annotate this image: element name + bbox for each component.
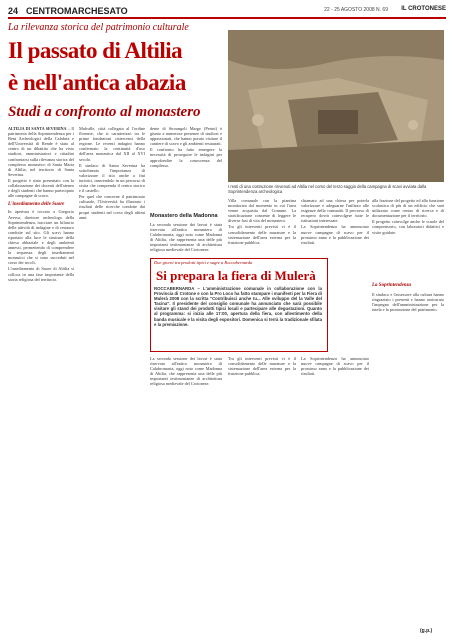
paragraph: L'insediamento di Suore di Altilia si colloca in una fase importante della storia religiosa del territorio. xyxy=(8,266,74,282)
paragraph: alla frazione del progetto ed alla funzione scolastica di più di un edificio che sarà utilizzato come centro di ricerca e di documentazione per il territorio. xyxy=(372,198,444,219)
issue-date: 22 - 25 AGOSTO 2008 N. 69 xyxy=(324,7,388,13)
paragraph: Tra gli interventi previsti vi è il consolidamento delle murature e la sistemazione dell'area esterna per la fruizione pubblica. xyxy=(228,224,296,245)
box-title: Si prepara la fiera di Mulerà xyxy=(156,268,316,283)
paragraph: La Soprintendenza ha annunciato nuove campagne di scavo per il prossimo anno e la pubblicazione dei risultati. xyxy=(301,356,369,377)
newspaper-name: IL CROTONESE xyxy=(401,6,446,12)
article-subtitle: Studi a confronto al monastero xyxy=(8,104,201,120)
section-title: CENTROMARCHESATO xyxy=(26,6,128,16)
article-column-3c xyxy=(150,356,222,632)
paragraph: La seconda sessione dei lavori è stata riservata all'antico monastero di Calabromaria, oggi noto come Madonna di Altilia, che rappresenta una delle più importanti testimonianze di architettura religiosa medievale del Crotonese. xyxy=(150,356,222,387)
article-column-6 xyxy=(372,198,444,280)
paragraph: Il progetto è stato presentato con la collaborazione dei docenti dell'ateneo e degli studenti che hanno partecipato alle campagne di scavo. xyxy=(8,177,74,199)
paragraph: In apertura è toccato a Gregorio Aversa, direttore archeologo della Soprintendenza, tracciare un bilancio delle attività di indagine e di restauro condotte sul sito. Gli scavi hanno riportato alla luce le strutture della chiesa abbaziale e degli ambienti annessi, permettendo di comprendere la sequenza degli insediamenti monastici che si sono succeduti nel corso dei secoli. xyxy=(8,209,74,266)
paragraph: – Il patrimonio della Soprintendenza per i Beni Archeologici della Calabria e dell'Università di Rende è stato al centro di un dibattito che ha visto studiosi, amministratori e cittadini confrontarsi sulla rilevanza storica del complesso monastico di Santa Maria di Altilia, nel territorio di Santa Severina. xyxy=(8,126,74,177)
section-subheading: La Soprintendenza xyxy=(372,283,412,288)
article-column-2 xyxy=(79,126,145,632)
article-signature: (g.p.) xyxy=(420,628,433,634)
article-column-4b xyxy=(228,356,296,632)
headline-line-2: è nell'antica abazia xyxy=(8,70,186,95)
article-column-1 xyxy=(8,126,74,632)
box-kicker: Due giorni tra prodotti tipici e sagre a Roccabernarda xyxy=(154,260,253,265)
article-column-3b xyxy=(150,222,222,256)
paragraph: La Soprintendenza ha annunciato nuove campagne di scavo per il prossimo anno e la pubblicazione dei risultati. xyxy=(301,224,369,245)
paragraph: chiamato ad una chiesa per poterla valorizzare e adeguarne l'utilizzo alle esigenze della comunità. Il percorso di recupero dovrà coinvolgere tutte le istituzioni interessate. xyxy=(301,198,369,224)
article-column-4 xyxy=(228,198,296,256)
section-subheading: L'insediamento delle Suore xyxy=(8,202,65,208)
byline: ALTILIA DI SANTA SEVERINA xyxy=(8,126,67,131)
paragraph: Il confronto ha fatto emergere la necessità di proseguire le indagini per approfondire la conoscenza del complesso. xyxy=(150,147,222,168)
header-rule xyxy=(8,17,446,19)
article-column-3 xyxy=(150,126,222,210)
paragraph: La seconda sessione dei lavori è stata riservata all'antico monastero di Calabromaria, oggi noto come Madonna di Altilia, che rappresenta una delle più importanti testimonianze di architettura religiosa medievale del Crotonese. xyxy=(150,222,222,253)
paragraph: Il progetto coinvolge anche le scuole del comprensorio, con laboratori didattici e visite guidate. xyxy=(372,219,444,235)
paragraph: Per quel che concerne il patrimonio culturale, l'Università ha illustrato i risultati delle ricerche condotte dai propri studenti nel corso degli ultimi anni. xyxy=(79,194,145,220)
excavation-photo xyxy=(228,30,444,182)
article-column-6b xyxy=(372,292,444,626)
paragraph: Tra gli interventi previsti vi è il consolidamento delle murature e la sistemazione dell'area esterna per la fruizione pubblica. xyxy=(228,356,296,377)
paragraph: Il sindaco di Santa Severina ha sottolineato l'importanza di valorizzare il sito anche a fini turistici, inserendolo in un percorso di visita che comprenda il centro storico e il castello. xyxy=(79,162,145,194)
article-column-5 xyxy=(301,198,369,256)
excavation-photo-illustration xyxy=(228,30,444,182)
paragraph: Villa comunale con la piantina monitorata dal momento in cui l'area venne acquisita dal Comune. La stratificazione consente di leggere le diverse fasi di vita del monastero. xyxy=(228,198,296,224)
paragraph: Il sindaco e l'assessore alla cultura hanno ringraziato i presenti e hanno assicurato l'impegno dell'amministrazione per la tutela e la promozione del patrimonio. xyxy=(372,292,444,313)
article-kicker: La rilevanza storica del patrimonio culturale xyxy=(8,22,189,33)
box-body: ROCCABERNARDA – L'amministrazione comunale in collaborazione con la Provincia di Crotone e con la Pro Loco ha fatto stampare i manifesti per la Fiera di Mulerà 2008 con la scritta "Contribuisci anche tu... Alle sviluppo del la Valle del Tacina". Il presidente del consiglio comunale ha annunciato che sarà possibile visitare gli stand dei prodotti tipici locali e partecipare alle degustazioni. Quanto al programma: si inizia alle 17:00, apertura della fiera, con allestimento della banda musicale e la visita degli espositori. Domenica si terrà la tradizionale sfilata e la premiazione. xyxy=(154,286,322,327)
article-column-5b xyxy=(301,356,369,632)
paragraph: Malvalle, città collegata al l'ordine florense, che si caratterizzò tra le prime fondazioni cistercensi della regione. Le recenti indagini hanno confermato la continuità d'uso dell'area monastica dal XII al XVI secolo. xyxy=(79,126,145,162)
page-number: 24 xyxy=(8,6,19,16)
photo-caption: I resti di una costruzione rinvenuti ad Altilia nel corso del terzo saggio della campagna di scavi avviata dalla Soprintendenza archeologica xyxy=(228,184,427,194)
section-subheading: Monastero della Madonna xyxy=(150,213,218,219)
paragraph: dente di Stroangoli Marge (Perini) è giunto a numerose presenze di studiosi e appassionati, che hanno potuto visitare il cantiere di scavo e gli ambienti restaurati. xyxy=(150,126,222,147)
headline-line-1: Il passato di Altilia xyxy=(8,38,183,63)
